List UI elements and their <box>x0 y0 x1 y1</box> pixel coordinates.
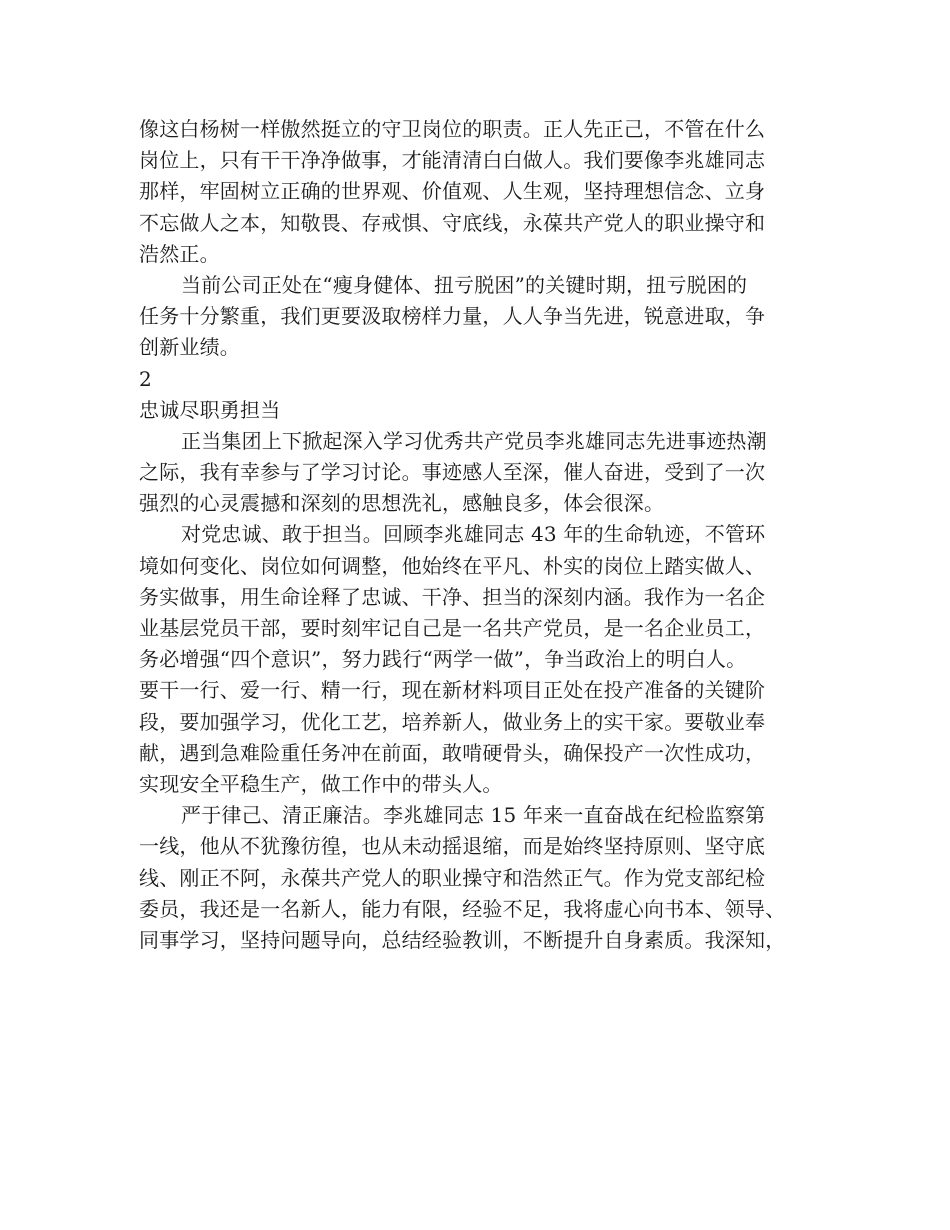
text-line: 对党忠诚、敢于担当。回顾李兆雄同志 43 年的生命轨迹，不管环 <box>181 522 766 547</box>
text-line: 献，遇到急难险重任务冲在前面，敢啃硬骨头，确保投产一次性成功， <box>139 740 766 765</box>
text-line: 严于律己、清正廉洁。李兆雄同志 15 年来一直奋战在纪检监察第 <box>181 803 766 828</box>
text-line: 一线，他从不犹豫彷徨，也从未动摇退缩，而是始终坚持原则、坚守底 <box>139 834 766 859</box>
text-line: 同事学习，坚持问题导向，总结经验教训，不断提升自身素质。我深知， <box>139 927 786 952</box>
text-line: 创新业绩。 <box>139 335 240 360</box>
text-line: 境如何变化、岗位如何调整，他始终在平凡、朴实的岗位上踏实做人、 <box>139 553 766 578</box>
text-line: 当前公司正处在“瘦身健体、扭亏脱困”的关键时期，扭亏脱困的 <box>181 272 748 297</box>
text-line: 要干一行、爱一行、精一行，现在新材料项目正处在投产准备的关键阶 <box>139 678 766 703</box>
text-line: 任务十分繁重，我们更要汲取榜样力量，人人争当先进，锐意进取，争 <box>139 304 766 329</box>
text-line: 段，要加强学习，优化工艺，培养新人，做业务上的实干家。要敬业奉 <box>139 709 766 734</box>
text-line: 线、刚正不阿，永葆共产党人的职业操守和浩然正气。作为党支部纪检 <box>139 865 766 890</box>
text-line: 像这白杨树一样傲然挺立的守卫岗位的职责。正人先正己，不管在什么 <box>139 117 766 141</box>
text-line: 那样，牢固树立正确的世界观、价值观、人生观，坚持理想信念、立身 <box>139 179 766 204</box>
text-line: 委员，我还是一名新人，能力有限，经验不足，我将虚心向书本、领导、 <box>139 896 786 921</box>
text-line: 之际，我有幸参与了学习讨论。事迹感人至深，催人奋进，受到了一次 <box>139 460 766 485</box>
text-line: 务实做事，用生命诠释了忠诚、干净、担当的深刻内涵。我作为一名企 <box>139 584 766 609</box>
text-line: 正当集团上下掀起深入学习优秀共产党员李兆雄同志先进事迹热潮 <box>181 428 767 453</box>
text-line: 忠诚尽职勇担当 <box>139 397 281 422</box>
text-line: 不忘做人之本，知敬畏、存戒惧、守底线，永葆共产党人的职业操守和 <box>139 210 766 235</box>
text-line: 岗位上，只有干干净净做事，才能清清白白做人。我们要像李兆雄同志 <box>139 148 766 173</box>
text-line: 业基层党员干部，要时刻牢记自己是一名共产党员，是一名企业员工， <box>139 616 766 640</box>
text-line: 务必增强“四个意识”，努力践行“两学一做”，争当政治上的明白人。 <box>139 647 747 672</box>
text-line: 强烈的心灵震撼和深刻的思想洗礼，感触良多，体会很深。 <box>139 491 665 516</box>
text-line: 2 <box>139 366 152 391</box>
text-line: 实现安全平稳生产，做工作中的带头人。 <box>139 771 503 796</box>
text-line: 浩然正。 <box>139 241 220 266</box>
document-body <box>139 114 819 956</box>
